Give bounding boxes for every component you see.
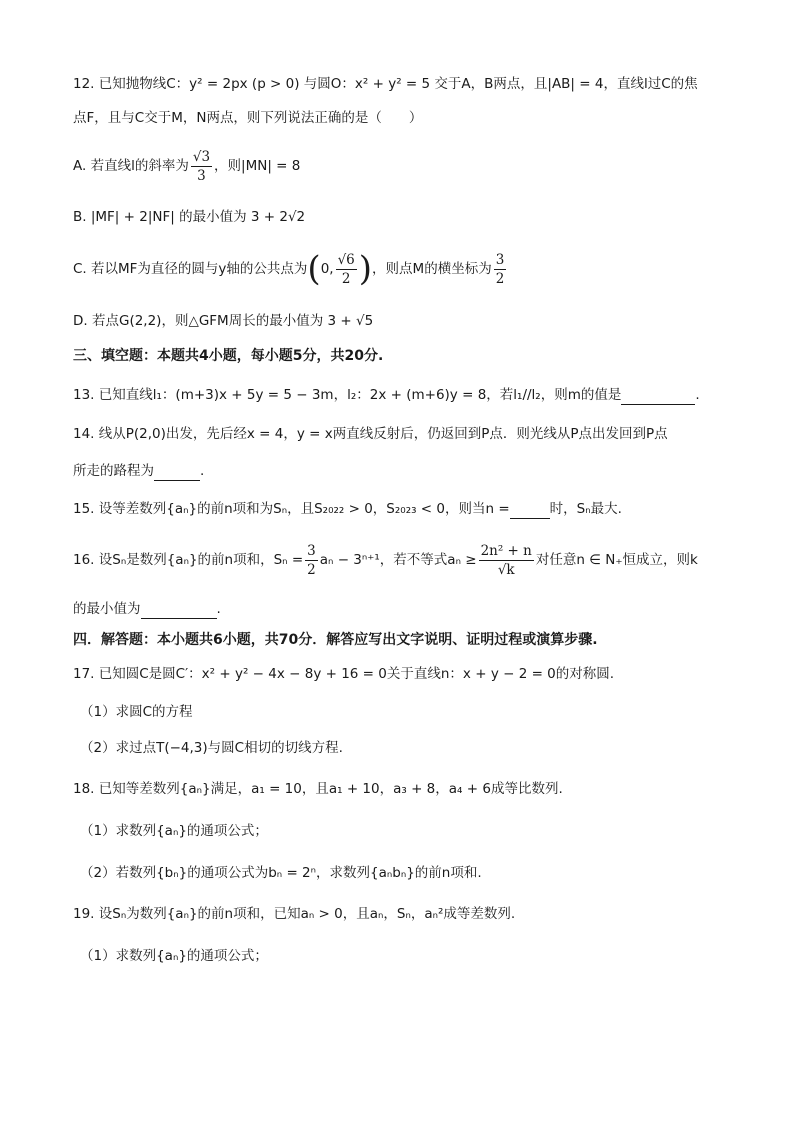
fraction-numerator: √6 <box>337 251 355 268</box>
fraction-denominator: 2 <box>341 270 351 287</box>
q12-option-c-point-x: 0, <box>320 261 334 277</box>
q12-option-a <box>73 146 734 186</box>
q16-line2 <box>73 598 734 619</box>
q12-option-c <box>73 247 734 291</box>
answer-blank <box>141 598 217 619</box>
q18: 18. 已知等差数列{aₙ}满足，a₁ = 10，且a₁ + 10，a₃ + 8，a₄ + 6成等比数列. <box>73 781 563 797</box>
answer-blank <box>621 384 695 405</box>
fraction-numerator: 2n² + n <box>480 542 532 559</box>
q14-line2-text: 所走的路程为 <box>73 463 154 479</box>
q16-middle: aₙ − 3ⁿ⁺¹，若不等式aₙ ≥ <box>319 552 477 568</box>
fraction-denominator: 2 <box>307 561 316 578</box>
right-paren: ) <box>358 249 373 289</box>
period: . <box>695 387 700 403</box>
q18-part1: （1）求数列{aₙ}的通项公式； <box>80 823 268 839</box>
q12-line1: 12. 已知抛物线C：y² = 2px (p > 0) 与圆O：x² + y² = 5 交于A，B两点，且|AB| = 4，直线l过C的焦 <box>73 76 698 92</box>
q18-part2: （2）若数列{bₙ}的通项公式为bₙ = 2ⁿ，求数列{aₙbₙ}的前n项和. <box>80 865 482 881</box>
q13-text: 13. 已知直线l₁：(m+3)x + 5y = 5 − 3m，l₂：2x + (m+6)y = 8，若l₁//l₂，则m的值是 <box>73 387 622 403</box>
section-heading-solutions: 四．解答题：本小题共6小题，共70分．解答应写出文字说明、证明过程或演算步骤. <box>73 632 598 648</box>
q16-prefix: 16. 设Sₙ是数列{aₙ}的前n项和，Sₙ = <box>73 552 304 568</box>
fraction-denominator: 2 <box>495 270 505 287</box>
q17-part1: （1）求圆C的方程 <box>80 704 193 720</box>
q12-option-a-suffix: ，则|MN| = 8 <box>214 158 301 174</box>
q16-fraction2 <box>479 542 534 579</box>
q12-option-c-prefix: C. 若以MF为直径的圆与y轴的公共点为 <box>73 261 308 277</box>
q16-line2-text: 的最小值为 <box>73 601 141 617</box>
q12-option-d: D. 若点G(2,2)，则△GFM周长的最小值为 3 + √5 <box>73 313 374 329</box>
q15 <box>73 498 734 519</box>
q16-suffix: 对任意n ∈ N₊恒成立，则k <box>535 552 698 568</box>
fraction-denominator: √k <box>497 561 515 578</box>
q19-part1: （1）求数列{aₙ}的通项公式； <box>80 948 268 964</box>
answer-blank <box>510 498 550 519</box>
period: . <box>200 463 205 479</box>
q13 <box>73 384 734 405</box>
q12-option-a-fraction <box>191 148 212 185</box>
answer-blank <box>154 460 200 481</box>
q14-line2 <box>73 460 734 481</box>
q12-option-c-fraction <box>336 251 357 288</box>
q12-option-b: B. |MF| + 2|NF| 的最小值为 3 + 2√2 <box>73 209 306 225</box>
q12-line2: 点F，且与C交于M，N两点，则下列说法正确的是（ ） <box>73 110 423 126</box>
period: . <box>216 601 221 617</box>
fraction-numerator: 3 <box>307 542 316 559</box>
q12-option-c-fraction2 <box>494 251 507 288</box>
q17-part2: （2）求过点T(−4,3)与圆C相切的切线方程. <box>80 740 343 756</box>
q17: 17. 已知圆C是圆C′：x² + y² − 4x − 8y + 16 = 0关于直线n：x + y − 2 = 0的对称圆. <box>73 666 615 682</box>
fraction-numerator: √3 <box>192 148 211 165</box>
q12-option-a-prefix: A. 若直线l的斜率为 <box>73 158 189 174</box>
q16-line1 <box>73 540 734 580</box>
q15-prefix: 15. 设等差数列{aₙ}的前n项和为Sₙ，且S₂₀₂₂ > 0，S₂₀₂₃ < 0，则当n = <box>73 501 510 517</box>
q12-option-c-middle: ，则点M的横坐标为 <box>372 261 492 277</box>
left-paren: ( <box>307 249 321 289</box>
q15-suffix: 时，Sₙ最大. <box>549 501 622 517</box>
fraction-denominator: 3 <box>197 167 206 184</box>
q14-line1: 14. 线从P(2,0)出发，先后经x = 4，y = x两直线反射后，仍返回到P点．则光线从P点出发回到P点 <box>73 426 668 442</box>
fraction-numerator: 3 <box>495 251 505 268</box>
q19: 19. 设Sₙ为数列{aₙ}的前n项和，已知aₙ > 0，且aₙ，Sₙ，aₙ²成等差数列. <box>73 906 516 922</box>
section-heading-fill-in: 三、填空题：本题共4小题，每小题5分，共20分. <box>73 348 384 364</box>
q16-fraction <box>305 542 318 579</box>
